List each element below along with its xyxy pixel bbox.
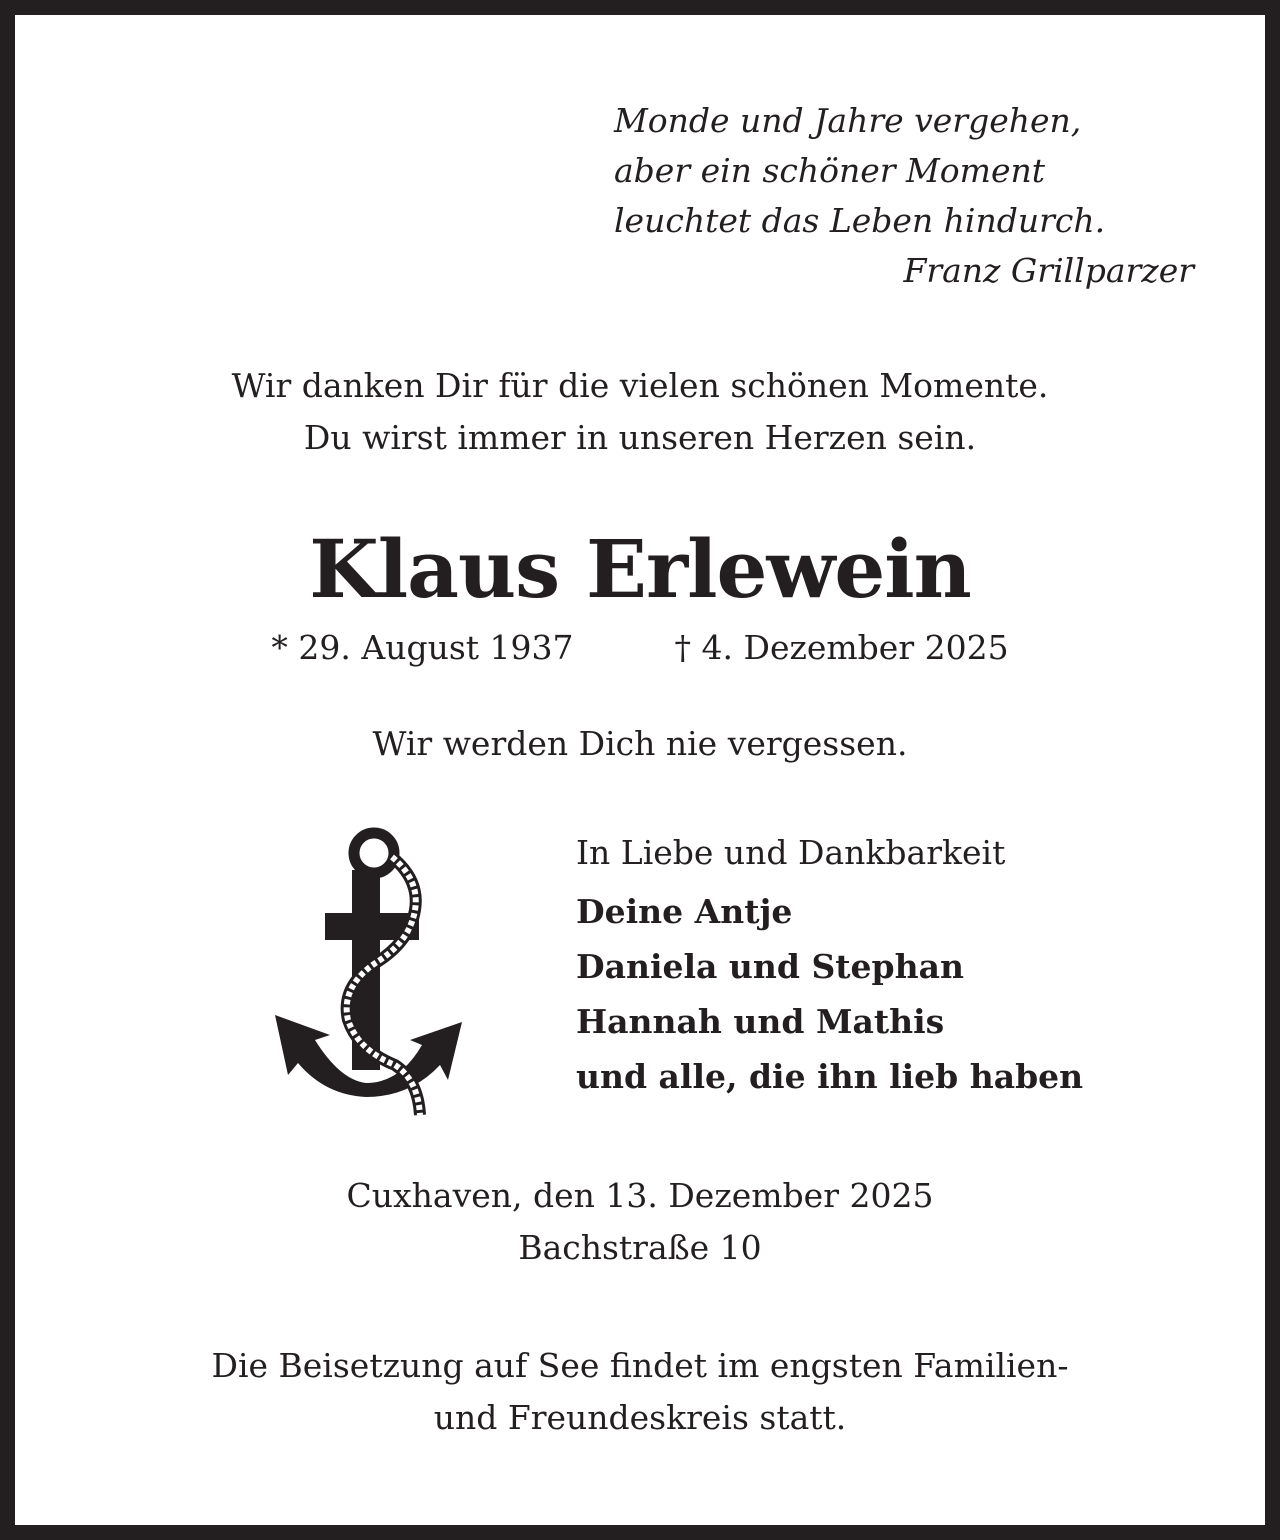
signatory: Hannah und Mathis <box>576 1002 945 1041</box>
quote-line: Monde und Jahre vergehen, <box>614 101 1082 140</box>
quote <box>614 96 1194 296</box>
thanks-text <box>0 360 1280 464</box>
thanks-line: Wir danken Dir für die vielen schönen Momente. <box>231 366 1049 405</box>
place-date: Cuxhaven, den 13. Dezember 2025 <box>346 1176 934 1215</box>
signatory: Daniela und Stephan <box>576 947 964 986</box>
burial-line: und Freundeskreis statt. <box>433 1398 847 1437</box>
quote-line: leuchtet das Leben hindurch. <box>614 201 1106 240</box>
quote-line: aber ein schöner Moment <box>614 151 1045 190</box>
address: Bachstraße 10 <box>518 1228 762 1267</box>
birth-date: * 29. August 1937 <box>271 628 574 667</box>
life-dates <box>0 628 1280 667</box>
burial-line: Die Beisetzung auf See findet im engsten Familien- <box>211 1346 1069 1385</box>
signature-block <box>576 825 1083 1104</box>
remembrance-text: Wir werden Dich nie vergessen. <box>372 724 908 763</box>
signature-intro: In Liebe und Dankbarkeit <box>576 833 1006 872</box>
quote-author: Franz Grillparzer <box>903 251 1194 290</box>
death-date: † 4. Dezember 2025 <box>674 628 1009 667</box>
signatory: und alle, die ihn lieb haben <box>576 1057 1084 1096</box>
burial-notice <box>0 1340 1280 1444</box>
place-and-address <box>0 1170 1280 1274</box>
deceased-name: Klaus Erlewein <box>309 522 971 616</box>
thanks-line: Du wirst immer in unseren Herzen sein. <box>303 418 977 457</box>
signatory: Deine Antje <box>576 892 793 931</box>
anchor-icon <box>270 825 470 1120</box>
